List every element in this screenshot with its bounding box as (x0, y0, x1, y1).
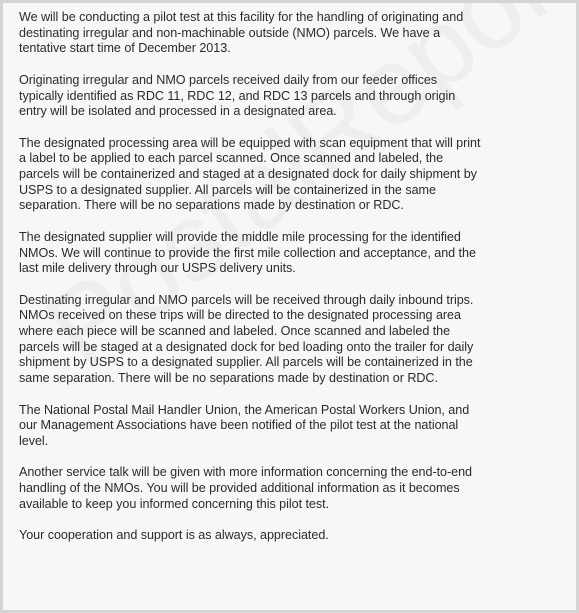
paragraph-unions-notified: The National Postal Mail Handler Union, the American Postal Workers Union, and our Management Associations have been notified of the pilot test at the national level. (19, 402, 470, 448)
document-page (3, 3, 576, 610)
paragraph-closing: Your cooperation and support is as always, appreciated. (19, 528, 329, 543)
paragraph-designated-supplier: The designated supplier will provide the middle mile processing for the identified NMOs. We will continue to provide the first mile collection and acceptance, and the last mile delivery through our USPS delivery units. (19, 229, 476, 276)
paragraph-processing-area: The designated processing area will be equipped with scan equipment that will print a label to be applied to each parcel scanned. Once scanned and labeled, the parcels will be containerized and staged at a designated dock for daily shipment by USPS to a designated supplier. All parcels will be containerized in the same separation. There will be no separations made by destination or RDC. (19, 135, 481, 213)
paragraph-pilot-test: We will be conducting a pilot test at this facility for the handling of originating and destinating irregular and non-machinable outside (NMO) parcels. We have a tentative start time of December 2013. (19, 10, 464, 56)
document-body (19, 10, 567, 559)
paragraph-service-talk: Another service talk will be given with more information concerning the end-to-end handling of the NMOs. You will be provided additional information as it becomes available to keep you informed concerning this pilot test. (19, 465, 473, 511)
paragraph-destinating-parcels: Destinating irregular and NMO parcels will be received through daily inbound trips. NMOs received on these trips will be directed to the designated processing area where each piece will be scanned and labeled. Once scanned and labeled the parcels will be staged at a designated dock for bed loading onto the trailer for daily shipment by USPS to a designated supplier. All parcels will be containerized in the same separation. There will be no separations made by destination or RDC. (19, 292, 474, 386)
paragraph-originating-parcels: Originating irregular and NMO parcels received daily from our feeder offices typically identified as RDC 11, RDC 12, and RDC 13 parcels and through origin entry will be isolated and processed in a designated area. (19, 72, 456, 119)
